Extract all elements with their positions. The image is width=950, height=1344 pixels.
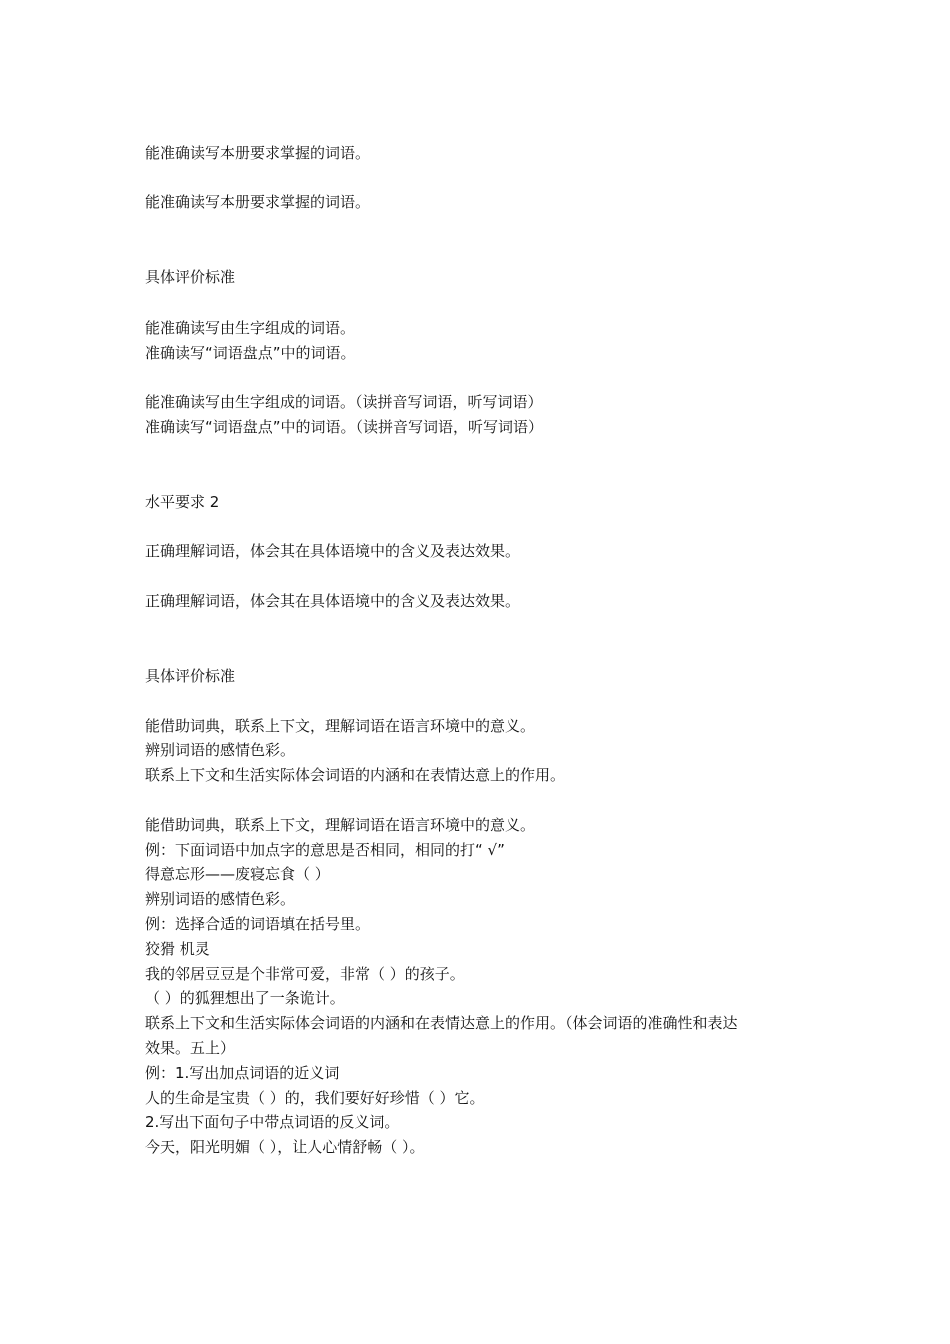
paragraph: 准确读写“词语盘点”中的词语。 <box>145 344 356 362</box>
paragraph: 今天，阳光明媚（ ），让人心情舒畅（ ）。 <box>145 1138 425 1156</box>
paragraph: 联系上下文和生活实际体会词语的内涵和在表情达意上的作用。 <box>145 766 566 784</box>
paragraph: 能准确读写由生字组成的词语。 <box>145 319 356 337</box>
paragraph: 我的邻居豆豆是个非常可爱，非常（ ）的孩子。 <box>145 965 465 983</box>
paragraph: 准确读写“词语盘点”中的词语。（读拼音写词语，听写词语） <box>145 418 544 436</box>
paragraph: 例：下面词语中加点字的意思是否相同，相同的打“ √” <box>145 841 505 859</box>
paragraph: 能准确读写本册要求掌握的词语。 <box>145 193 371 211</box>
paragraph: 得意忘形——废寝忘食（ ） <box>145 865 330 883</box>
paragraph: 能准确读写由生字组成的词语。（读拼音写词语，听写词语） <box>145 393 543 411</box>
paragraph: 能借助词典，联系上下文，理解词语在语言环境中的意义。 <box>145 717 536 735</box>
paragraph: 人的生命是宝贵（ ）的，我们要好好珍惜（ ）它。 <box>145 1089 485 1107</box>
paragraph: 正确理解词语，体会其在具体语境中的含义及表达效果。 <box>145 542 521 560</box>
section-heading: 具体评价标准 <box>145 268 236 286</box>
section-heading: 水平要求 2 <box>145 493 220 511</box>
paragraph: 2.写出下面句子中带点词语的反义词。 <box>145 1113 400 1131</box>
section-heading: 具体评价标准 <box>145 667 236 685</box>
paragraph: 狡猾 机灵 <box>145 940 210 958</box>
paragraph: 联系上下文和生活实际体会词语的内涵和在表情达意上的作用。（体会词语的准确性和表达 <box>145 1014 738 1032</box>
paragraph: （ ）的狐狸想出了一条诡计。 <box>145 989 345 1007</box>
paragraph: 能准确读写本册要求掌握的词语。 <box>145 144 371 162</box>
paragraph: 能借助词典，联系上下文，理解词语在语言环境中的意义。 <box>145 816 536 834</box>
paragraph: 例：1.写出加点词语的近义词 <box>145 1064 340 1082</box>
paragraph: 效果。五上） <box>145 1039 236 1057</box>
paragraph: 例：选择合适的词语填在括号里。 <box>145 915 371 933</box>
paragraph: 正确理解词语，体会其在具体语境中的含义及表达效果。 <box>145 592 521 610</box>
paragraph: 辨别词语的感情色彩。 <box>145 890 296 908</box>
paragraph: 辨别词语的感情色彩。 <box>145 741 296 759</box>
